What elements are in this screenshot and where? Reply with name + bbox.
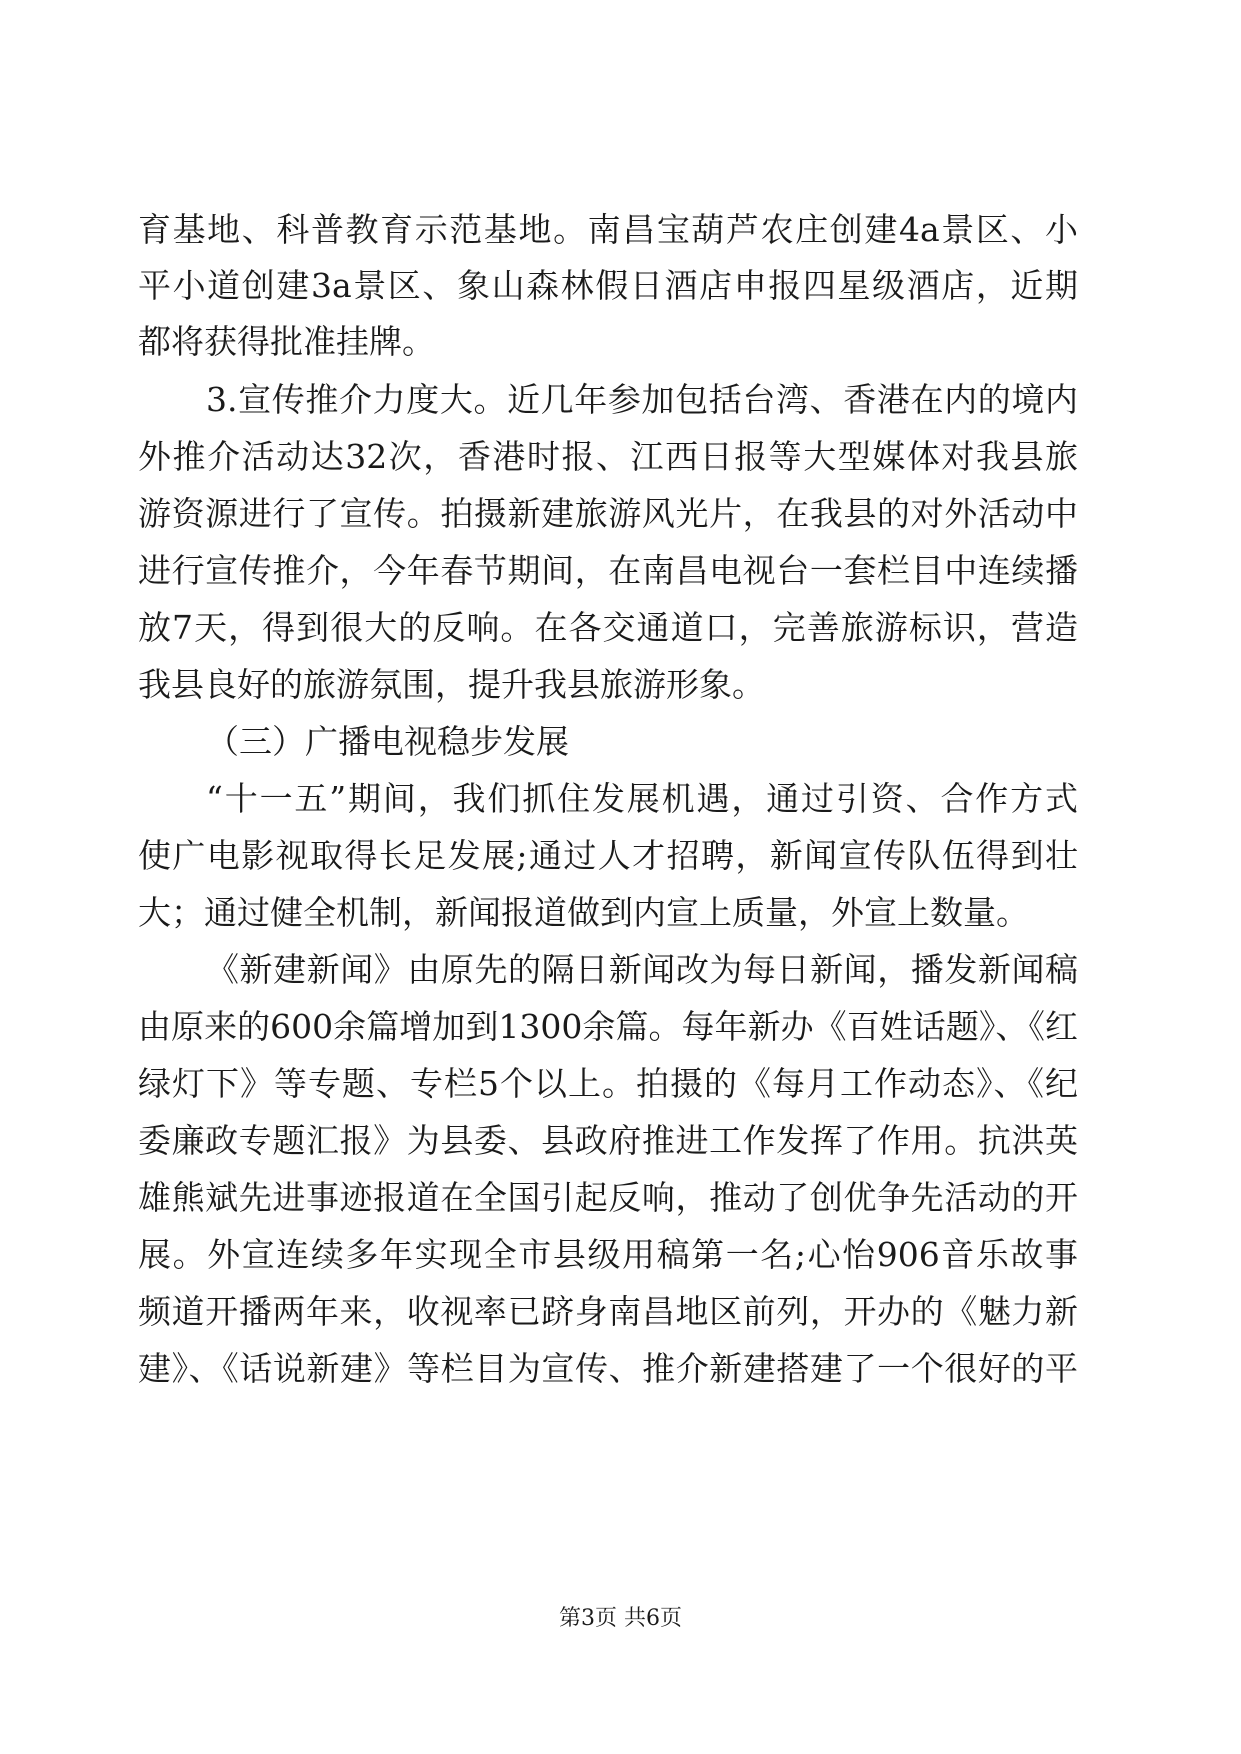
page-footer: 第3页 共6页 [559, 1606, 682, 1631]
body-text-line: 使广电影视取得长足发展;通过人才招聘，新闻宣传队伍得到壮 [138, 836, 1078, 875]
body-text-line: 进行宣传推介，今年春节期间，在南昌电视台一套栏目中连续播 [138, 551, 1078, 590]
body-text-line: 委廉政专题汇报》为县委、县政府推进工作发挥了作用。抗洪英 [138, 1121, 1078, 1160]
body-text-line: 频道开播两年来，收视率已跻身南昌地区前列，开办的《魅力新 [138, 1292, 1078, 1331]
body-text-line: 《新建新闻》由原先的隔日新闻改为每日新闻，播发新闻稿 [206, 950, 1078, 989]
body-text-line: 都将获得批准挂牌。 [138, 322, 435, 361]
body-text-line: 游资源进行了宣传。拍摄新建旅游风光片，在我县的对外活动中 [138, 494, 1078, 533]
body-text-line: 放7天，得到很大的反响。在各交通道口，完善旅游标识，营造 [138, 608, 1078, 647]
body-text-line: 展。外宣连续多年实现全市县级用稿第一名;心怡906音乐故事 [138, 1235, 1078, 1274]
body-text-line: 我县良好的旅游氛围，提升我县旅游形象。 [138, 665, 765, 704]
body-text-line: 大；通过健全机制，新闻报道做到内宣上质量，外宣上数量。 [138, 893, 1029, 932]
body-text-line: 平小道创建3a景区、象山森林假日酒店申报四星级酒店，近期 [138, 266, 1078, 305]
section-heading: （三）广播电视稳步发展 [206, 722, 569, 761]
body-text-line: 3.宣传推介力度大。近几年参加包括台湾、香港在内的境内 [206, 380, 1078, 419]
body-text-line: 外推介活动达32次，香港时报、江西日报等大型媒体对我县旅 [138, 437, 1078, 476]
body-text-line: 雄熊斌先进事迹报道在全国引起反响，推动了创优争先活动的开 [138, 1178, 1078, 1217]
body-text-line: “十一五”期间，我们抓住发展机遇，通过引资、合作方式 [206, 779, 1078, 818]
body-text-line: 建》、《话说新建》等栏目为宣传、推介新建搭建了一个很好的平 [138, 1349, 1078, 1388]
body-text-line: 绿灯下》等专题、专栏5个以上。拍摄的《每月工作动态》、《纪 [138, 1064, 1078, 1103]
body-text-line: 育基地、科普教育示范基地。南昌宝葫芦农庄创建4a景区、小 [138, 210, 1078, 249]
body-text-line: 由原来的600余篇增加到1300余篇。每年新办《百姓话题》、《红 [138, 1007, 1078, 1046]
